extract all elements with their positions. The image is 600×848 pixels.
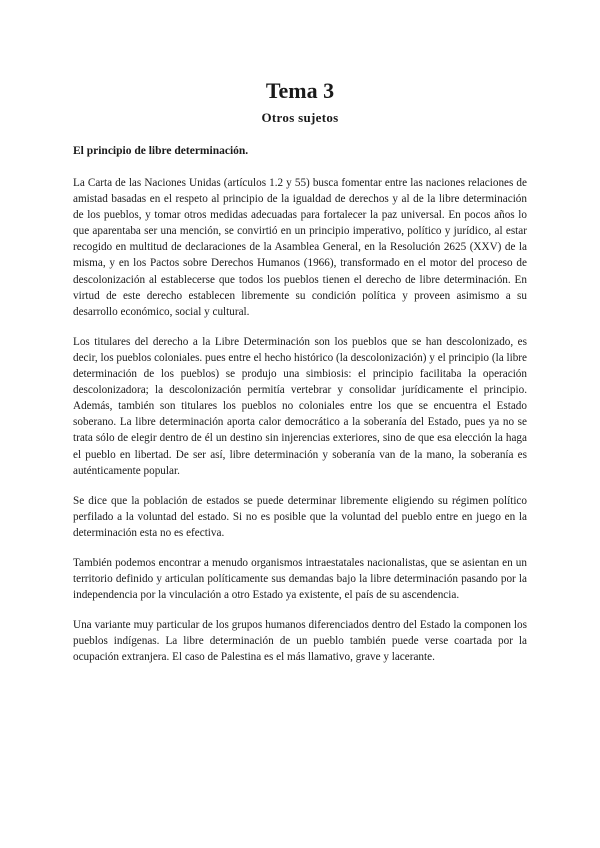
paragraph: La Carta de las Naciones Unidas (artículos 1.2 y 55) busca fomentar entre las naciones relaciones de amistad basadas en el respeto al principio de la igualdad de derechos y al de la libre determinación de los pueblos, y tomar otros medidas adecuadas para fortalecer la paz universal. En pocos años lo que aparentaba ser una mención, se convirtió en un principio imperativo, político y jurídico, al estar recogido en multitud de declaraciones de la Asamblea General, en la Resolución 2625 (XXV) de la misma, y en los Pactos sobre Derechos Humanos (1966), transformado en el motor del proceso de descolonización al establecerse que todos los pueblos tienen el derecho de libre determinación. En virtud de este derecho establecen libremente su condición política y proveen asimismo a su desarrollo económico, social y cultural. <box>73 177 527 318</box>
paragraph: También podemos encontrar a menudo organismos intraestatales nacionalistas, que se asientan en un territorio definido y articulan políticamente sus demandas bajo la libre determinación pasando por la independencia por la vinculación a otro Estado ya existente, el país de su ascendencia. <box>73 556 527 602</box>
paragraph: Los titulares del derecho a la Libre Determinación son los pueblos que se han descolonizado, es decir, los pueblos coloniales. pues entre el hecho histórico (la descolonización) y el principio (la libre determinación de los pueblos) se produjo una simbiosis: el principio facilitaba la operación descolonizadora; la descolonización permitía vertebrar y consolidar jurídicamente el principio. Además, también son titulares los pueblos no coloniales entre los que se encuentra el Estado soberano. La libre determinación aporta calor democrático a la soberanía del Estado, pues ya no se trata sólo de elegir dentro de él un destino sin injerencias exteriores, sino de que esa elección la haga el pueblo en libertad. De ser así, libre determinación y soberanía van de la mano, la soberanía es auténticamente popular. <box>73 335 527 477</box>
section-heading: El principio de libre determinación. <box>73 145 249 157</box>
document-subtitle: Otros sujetos <box>261 110 339 125</box>
paragraph: Una variante muy particular de los grupos humanos diferenciados dentro del Estado la componen los pueblos indígenas. La libre determinación de un pueblo también puede verse coartada por la ocupación extranjera. El caso de Palestina es el más llamativo, grave y lacerante. <box>73 619 527 664</box>
document-title: Tema 3 <box>265 78 335 103</box>
paragraph: Se dice que la población de estados se puede determinar libremente eligiendo su régimen político perfilado a la voluntad del estado. Si no es posible que la voluntad del pueblo entre en juego en la determinación esta no es efectiva. <box>73 494 527 539</box>
